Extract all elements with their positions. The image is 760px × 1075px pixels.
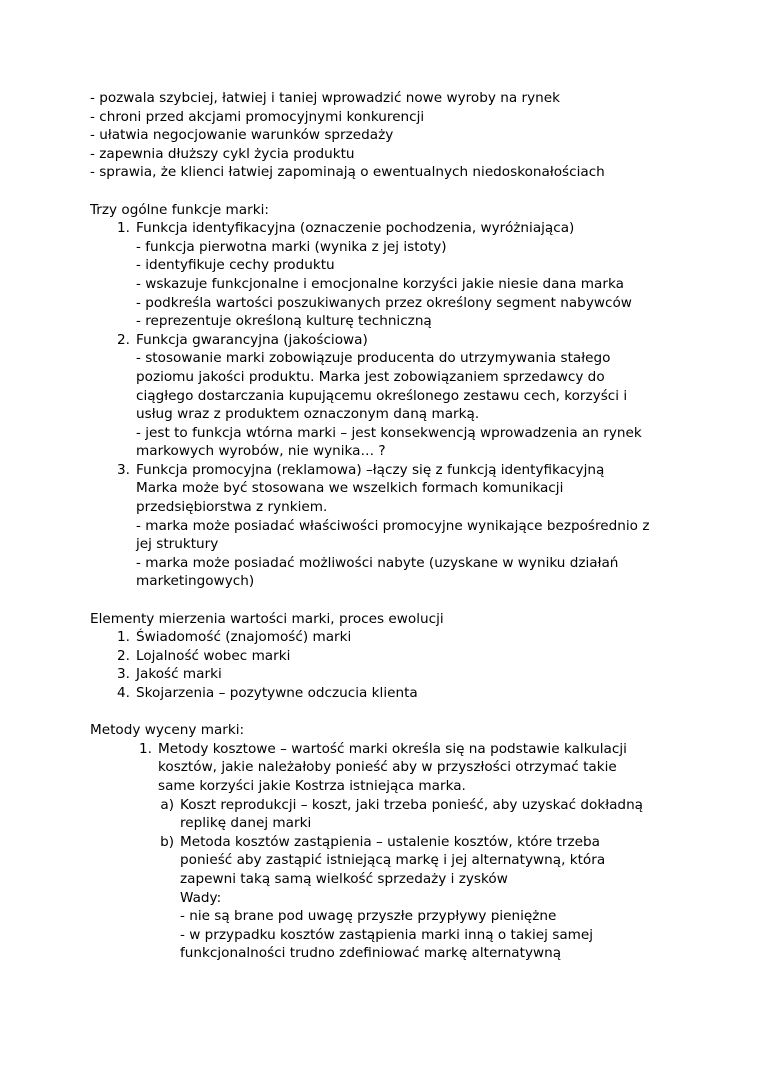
list-item-text: Świadomość (znajomość) marki bbox=[136, 629, 352, 646]
text-line: markowych wyrobów, nie wynika… ? bbox=[136, 443, 386, 460]
text-line: - nie są brane pod uwagę przyszłe przypływy pieniężne bbox=[180, 908, 557, 925]
intro-bullet: - chroni przed akcjami promocyjnymi konkurencji bbox=[90, 108, 425, 125]
valuation-method-cost bbox=[90, 740, 680, 796]
text-line: - funkcja pierwotna marki (wynika z jej istoty) bbox=[136, 238, 447, 255]
text-line: funkcjonalności trudno zdefiniować markę alternatywną bbox=[180, 945, 562, 962]
text-line: Metody kosztowe – wartość marki określa się na podstawie kalkulacji bbox=[158, 740, 627, 757]
function-item-text bbox=[136, 461, 680, 591]
text-line: ciągłego dostarczania kupującemu określonego zestawu cech, korzyści i bbox=[136, 387, 628, 404]
elements-list-item bbox=[90, 684, 680, 703]
text-line: - w przypadku kosztów zastąpienia marki inną o takiej samej bbox=[180, 926, 594, 943]
paragraph-gap bbox=[90, 703, 680, 722]
text-line: - marka może posiadać możliwości nabyte (uzyskane w wyniku działań bbox=[136, 554, 619, 571]
function-item-identification bbox=[90, 219, 680, 331]
valuation-sub-item-reproduction bbox=[90, 796, 680, 833]
text-line: przedsiębiorstwa z rynkiem. bbox=[136, 499, 328, 516]
elements-heading: Elementy mierzenia wartości marki, proces ewolucji bbox=[90, 610, 444, 627]
list-number: 3. bbox=[117, 666, 130, 683]
text-line: - marka może posiadać właściwości promocyjne wynikające bezpośrednio z bbox=[136, 517, 650, 534]
list-letter: b) bbox=[160, 833, 174, 850]
paragraph-gap bbox=[90, 591, 680, 610]
document-content bbox=[90, 89, 680, 963]
valuation-section bbox=[90, 721, 680, 963]
elements-section bbox=[90, 610, 680, 703]
function-item-promotion bbox=[90, 461, 680, 591]
text-line: - jest to funkcja wtórna marki – jest konsekwencją wprowadzenia an rynek bbox=[136, 424, 642, 441]
text-line: - reprezentuje określoną kulturę techniczną bbox=[136, 313, 432, 330]
text-line: Koszt reprodukcji – koszt, jaki trzeba ponieść, aby uzyskać dokładną bbox=[180, 796, 644, 813]
intro-bullet: - zapewnia dłuższy cykl życia produktu bbox=[90, 145, 355, 162]
text-line: replikę danej marki bbox=[180, 815, 312, 832]
text-line: Funkcja gwarancyjna (jakościowa) bbox=[136, 331, 368, 348]
paragraph-gap bbox=[90, 182, 680, 201]
text-line: - stosowanie marki zobowiązuje producenta do utrzymywania stałego bbox=[136, 350, 611, 367]
intro-bullet: - pozwala szybciej, łatwiej i taniej wprowadzić nowe wyroby na rynek bbox=[90, 90, 560, 106]
intro-bullet: - ułatwia negocjowanie warunków sprzedaży bbox=[90, 127, 394, 144]
list-number: 1. bbox=[117, 629, 130, 646]
text-line: poziomu jakości produktu. Marka jest zobowiązaniem sprzedawcy do bbox=[136, 368, 605, 385]
text-line: jej struktury bbox=[136, 536, 219, 553]
text-line: same korzyści jakie Kostrza istniejąca marka. bbox=[158, 777, 466, 794]
text-line: zapewni taką samą wielkość sprzedaży i zysków bbox=[180, 870, 508, 887]
list-number: 4. bbox=[117, 685, 130, 701]
functions-section bbox=[90, 201, 680, 591]
list-number: 1. bbox=[117, 220, 130, 237]
text-line: marketingowych) bbox=[136, 573, 255, 590]
text-line: Funkcja promocyjna (reklamowa) –łączy się z funkcją identyfikacyjną bbox=[136, 461, 605, 478]
intro-bullet: - sprawia, że klienci łatwiej zapominają o ewentualnych niedoskonałościach bbox=[90, 164, 605, 181]
text-line: kosztów, jakie należałoby ponieść aby w przyszłości otrzymać takie bbox=[158, 759, 617, 776]
list-letter: a) bbox=[160, 796, 174, 813]
functions-heading: Trzy ogólne funkcje marki: bbox=[90, 201, 269, 218]
text-line: Marka może być stosowana we wszelkich formach komunikacji bbox=[136, 480, 564, 497]
list-item-text: Lojalność wobec marki bbox=[136, 647, 291, 664]
sub-item-text bbox=[180, 796, 680, 833]
text-line: - wskazuje funkcjonalne i emocjonalne korzyści jakie niesie dana marka bbox=[136, 275, 624, 292]
valuation-sub-item-replacement bbox=[90, 833, 680, 963]
text-line: - podkreśla wartości poszukiwanych przez określony segment nabywców bbox=[136, 294, 632, 311]
list-number: 2. bbox=[117, 647, 130, 664]
list-item-text: Jakość marki bbox=[136, 666, 222, 683]
intro-bullet-list bbox=[90, 89, 680, 182]
list-item-text: Skojarzenia – pozytywne odczucia klienta bbox=[136, 685, 418, 701]
list-number: 1. bbox=[139, 740, 152, 757]
list-number: 3. bbox=[117, 461, 130, 478]
elements-list-item bbox=[90, 628, 680, 647]
elements-list-item bbox=[90, 665, 680, 684]
function-item-text bbox=[136, 331, 680, 461]
valuation-heading: Metody wyceny marki: bbox=[90, 722, 245, 739]
text-line: Metoda kosztów zastąpienia – ustalenie kosztów, które trzeba bbox=[180, 833, 600, 850]
text-line: ponieść aby zastąpić istniejącą markę i jej alternatywną, która bbox=[180, 852, 606, 869]
text-line: - identyfikuje cechy produktu bbox=[136, 257, 335, 274]
elements-list-item bbox=[90, 647, 680, 666]
function-item-guarantee bbox=[90, 331, 680, 461]
list-number: 2. bbox=[117, 331, 130, 348]
text-line: Wady: bbox=[180, 889, 222, 906]
function-item-text bbox=[136, 219, 680, 331]
text-line: usług wraz z produktem oznaczonym daną marką. bbox=[136, 406, 480, 423]
method-text bbox=[158, 740, 680, 796]
sub-item-text bbox=[180, 833, 680, 963]
text-line: Funkcja identyfikacyjna (oznaczenie pochodzenia, wyróżniająca) bbox=[136, 220, 575, 237]
